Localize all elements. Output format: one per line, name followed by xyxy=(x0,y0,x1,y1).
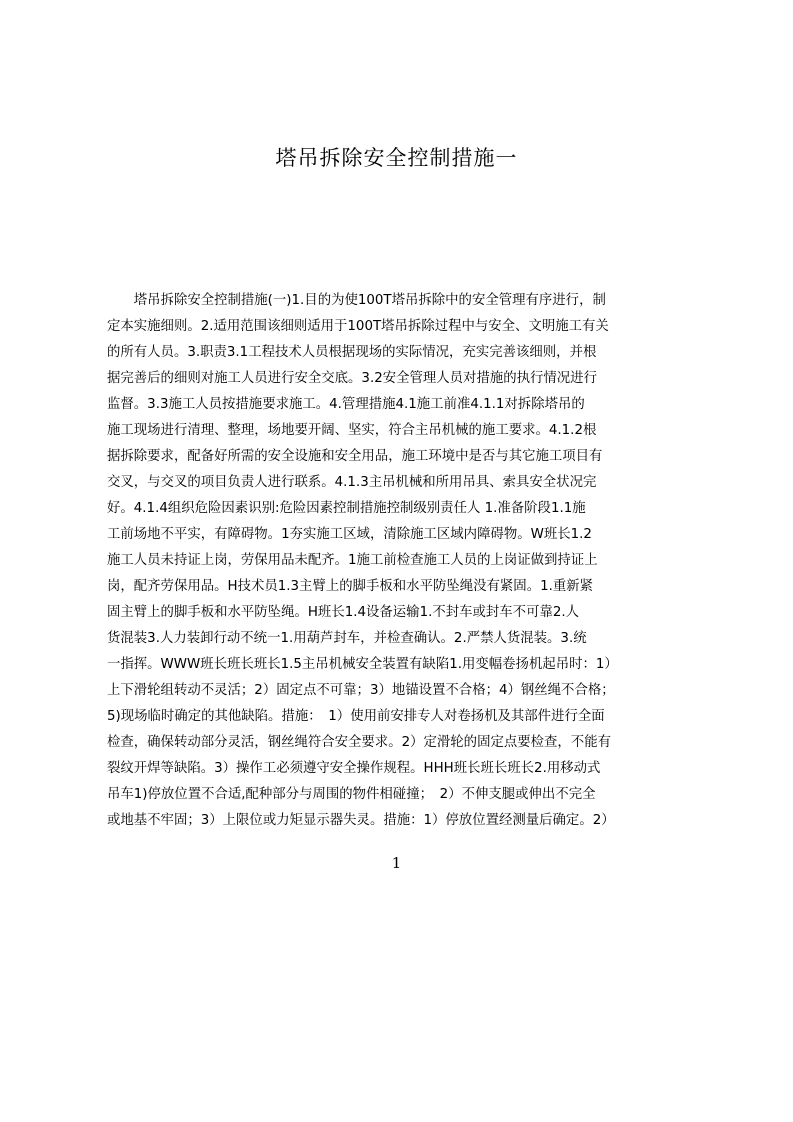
text-line: 货混装3.人力装卸行动不统一1.用葫芦封车，并检查确认。2.严禁人货混装。3.统 xyxy=(107,631,587,646)
text-line: 吊车1)停放位置不合适,配种部分与周围的物件相碰撞； 2）不伸支腿或伸出不完全 xyxy=(107,787,596,802)
text-line: 塔吊拆除安全控制措施(一)1.目的为使100T塔吊拆除中的安全管理有序进行，制 xyxy=(107,293,606,308)
body-text xyxy=(107,288,711,836)
text-line: 上下滑轮组转动不灵活；2）固定点不可靠；3）地锚设置不合格；4）钢丝绳不合格； xyxy=(107,683,615,698)
text-line: 定本实施细则。2.适用范围该细则适用于100T塔吊拆除过程中与安全、文明施工有关 xyxy=(107,319,609,334)
text-line: 固主臂上的脚手板和水平防坠绳。H班长1.4设备运输1.不封车或封车不可靠2.人 xyxy=(107,605,580,620)
text-line: 施工现场进行清理、整理，场地要开阔、坚实，符合主吊机械的施工要求。4.1.2根 xyxy=(107,423,597,438)
text-line: 岗，配齐劳保用品。H技术员1.3主臂上的脚手板和水平防坠绳没有紧固。1.重新紧 xyxy=(107,579,594,594)
text-line: 一指挥。WWW班长班长班长1.5主吊机械安全装置有缺陷1.用变幅卷扬机起吊时：1） xyxy=(107,657,618,672)
text-line: 监督。3.3施工人员按措施要求施工。4.管理措施4.1施工前准4.1.1对拆除塔吊的 xyxy=(107,397,585,412)
text-line xyxy=(107,834,711,836)
text-line: 据完善后的细则对施工人员进行安全交底。3.2安全管理人员对措施的执行情况进行 xyxy=(107,371,597,386)
text-line: 施工人员未持证上岗，劳保用品未配齐。1施工前检查施工人员的上岗证做到持证上 xyxy=(107,553,598,568)
text-line: 交叉，与交叉的项目负责人进行联系。4.1.3主吊机械和所用吊具、索具安全状况完 xyxy=(107,475,597,490)
text-line: 工前场地不平实，有障碍物。1夯实施工区域，清除施工区域内障碍物。W班长1.2 xyxy=(107,527,592,542)
text-line: 或地基不牢固；3）上限位或力矩显示器失灵。措施：1）停放位置经测量后确定。2） xyxy=(107,813,615,828)
text-line: 据拆除要求，配备好所需的安全设施和安全用品，施工环境中是否与其它施工项目有 xyxy=(107,449,603,464)
page-number: 1 xyxy=(391,854,402,872)
text-line: 好。4.1.4组织危险因素识别:危险因素控制措施控制级别责任人 1.准备阶段1.1施 xyxy=(107,501,586,516)
text-line: 的所有人员。3.职责3.1工程技术人员根据现场的实际情况，充实完善该细则，并根 xyxy=(107,345,597,360)
text-line: 检查，确保转动部分灵活，钢丝绳符合安全要求。2）定滑轮的固定点要检查，不能有 xyxy=(107,735,611,750)
text-line: 5)现场临时确定的其他缺陷。措施： 1）使用前安排专人对卷扬机及其部件进行全面 xyxy=(107,709,605,724)
text-line: 裂纹开焊等缺陷。3）操作工必须遵守安全操作规程。HHH班长班长班长2.用移动式 xyxy=(107,761,601,776)
page-title: 塔吊拆除安全控制措施一 xyxy=(275,146,518,170)
